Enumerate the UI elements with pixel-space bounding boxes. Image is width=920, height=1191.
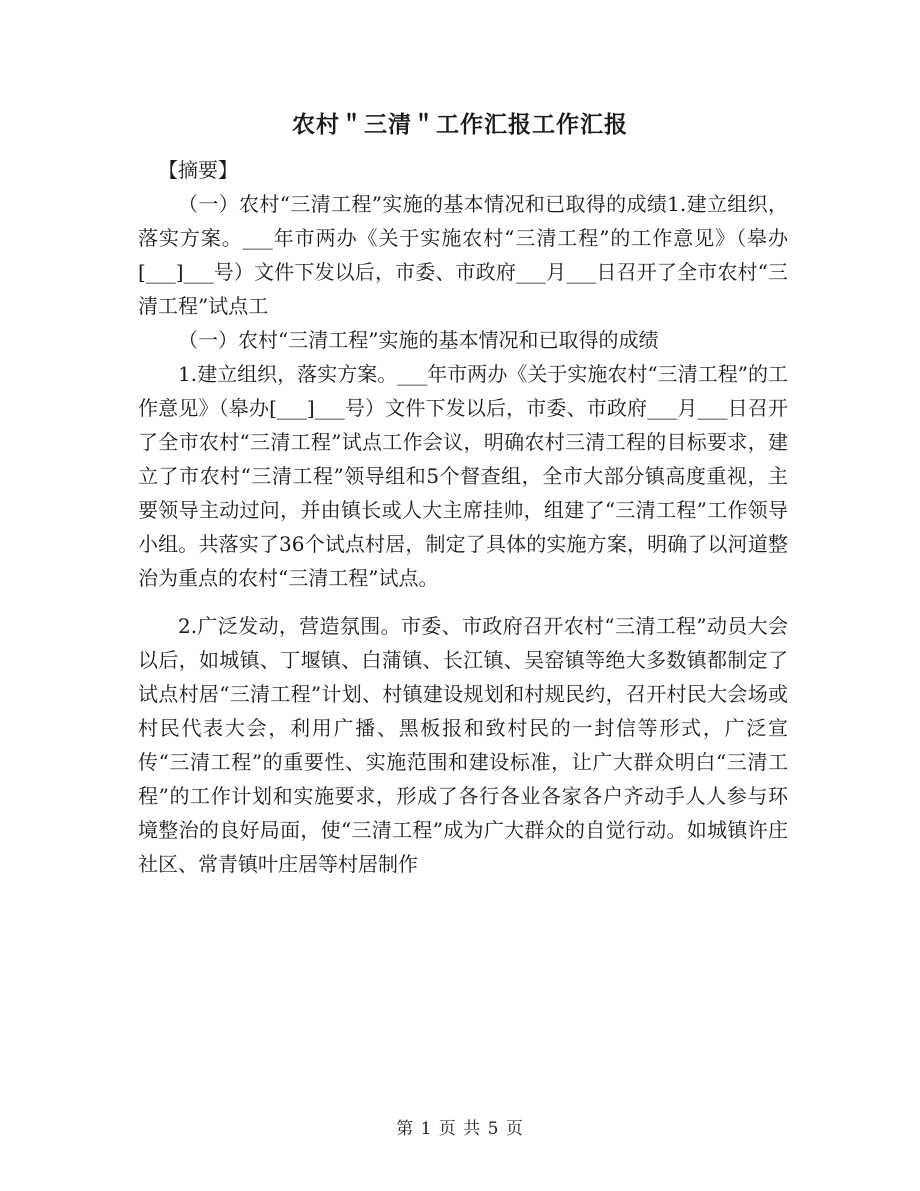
document-title: 农村＂三清＂工作汇报工作汇报 bbox=[292, 111, 628, 138]
body-paragraph-2: 2.广泛发动，营造氛围。市委、市政府召开农村“三清工程”动员大会以后，如城镇、丁堰镇、白蒲镇、长江镇、吴窑镇等绝大多数镇都制定了试点村居“三清工程”计划、村镇建设规划和村规民约，召开村民大会场或村民代表大会，利用广播、黑板报和致村民的一封信等形式，广泛宣传“三清工程”的重要性、实施范围和建设标准，让广大群众明白“三清工程”的工作计划和实施要求，形成了各行各业各家各户齐动手人人参与环境整治的良好局面，使“三清工程”成为广大群众的自觉行动。如城镇许庄社区、常青镇叶庄居等村居制作 bbox=[138, 614, 788, 876]
abstract-paragraph: （一）农村“三清工程”实施的基本情况和已取得的成绩1.建立组织，落实方案。___年市两办《关于实施农村“三清工程”的工作意见》（皋办[___]___号）文件下发以后，市委、市政府___月___日召开了全市农村“三清工程”试点工 bbox=[138, 192, 788, 318]
document-body bbox=[138, 153, 788, 881]
body-paragraph-1: 1.建立组织，落实方案。___年市两办《关于实施农村“三清工程”的工作意见》（皋办[___]___号）文件下发以后，市委、市政府___月___日召开了全市农村“三清工程”试点工作会议，明确农村三清工程的目标要求，建立了市农村“三清工程”领导组和5个督查组，全市大部分镇高度重视，主要领导主动过问，并由镇长或人大主席挂帅，组建了“三清工程”工作领导小组。共落实了36个试点村居，制定了具体的实施方案，明确了以河道整治为重点的农村“三清工程”试点。 bbox=[138, 362, 788, 590]
page-footer: 第 1 页 共 5 页 bbox=[396, 1119, 524, 1139]
section-heading: （一）农村“三清工程”实施的基本情况和已取得的成绩 bbox=[178, 328, 659, 352]
abstract-label: 【摘要】 bbox=[158, 158, 238, 182]
